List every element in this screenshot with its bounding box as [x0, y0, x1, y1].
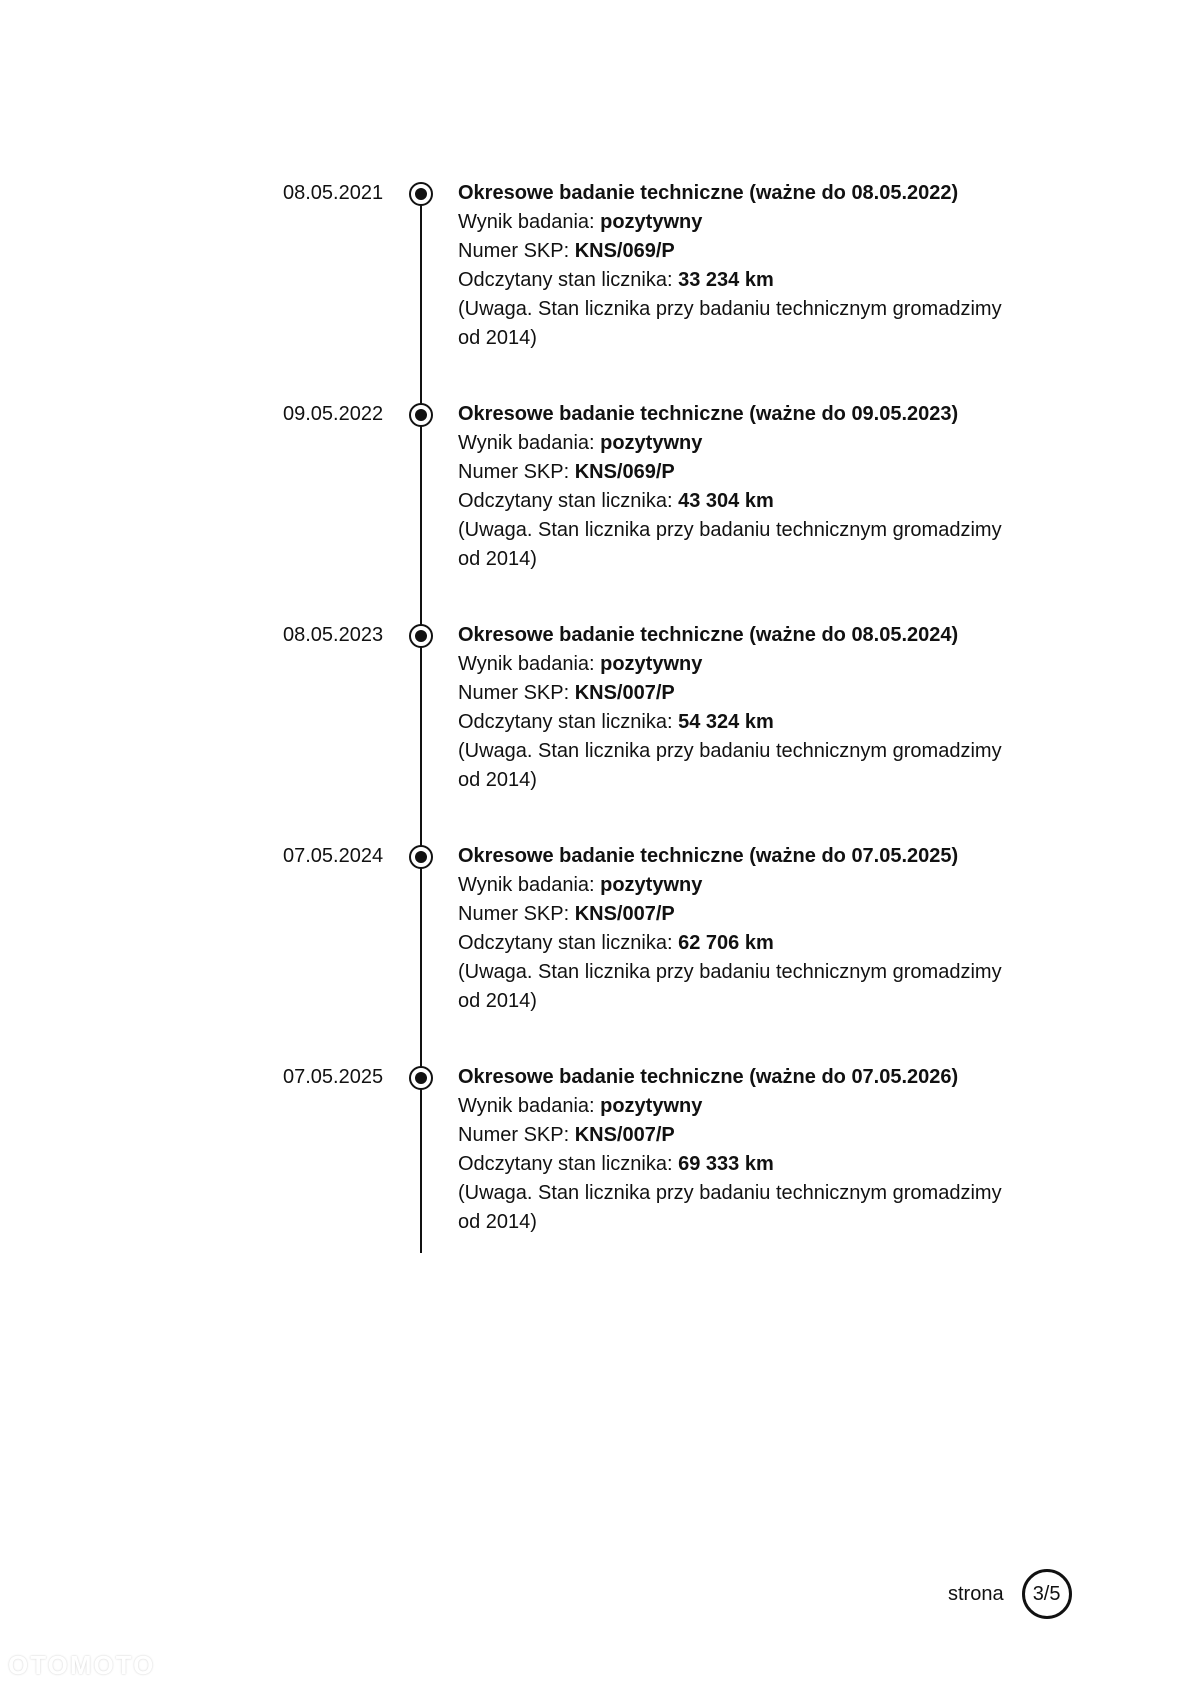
timeline-entry: [0, 621, 1190, 821]
skp-value: KNS/069/P: [574, 240, 675, 262]
timeline-marker-icon: [409, 182, 433, 206]
result-label: Wynik badania:: [458, 211, 601, 233]
skp-row: [458, 900, 1028, 929]
odometer-row: [458, 929, 1028, 958]
skp-label: Numer SKP:: [458, 903, 575, 925]
entry-body: [458, 842, 1028, 1016]
odometer-row: [458, 708, 1028, 737]
page-label: strona: [948, 1582, 1004, 1605]
odometer-value: 62 706 km: [678, 932, 774, 954]
skp-label: Numer SKP:: [458, 240, 575, 262]
odometer-note: (Uwaga. Stan licznika przy badaniu technicznym gromadzimy od 2014): [458, 519, 1002, 570]
skp-label: Numer SKP:: [458, 461, 575, 483]
entry-title: Okresowe badanie techniczne (ważne do 08.05.2022): [458, 182, 959, 204]
timeline-marker-icon: [409, 1066, 433, 1090]
odometer-label: Odczytany stan licznika:: [458, 711, 679, 733]
result-row: [458, 1092, 1028, 1121]
result-label: Wynik badania:: [458, 653, 601, 675]
skp-value: KNS/069/P: [574, 461, 675, 483]
result-label: Wynik badania:: [458, 432, 601, 454]
skp-row: [458, 679, 1028, 708]
result-value: pozytywny: [600, 874, 703, 896]
entry-title: Okresowe badanie techniczne (ważne do 08.05.2024): [458, 624, 959, 646]
skp-value: KNS/007/P: [574, 903, 675, 925]
odometer-row: [458, 487, 1028, 516]
odometer-note: (Uwaga. Stan licznika przy badaniu technicznym gromadzimy od 2014): [458, 298, 1002, 349]
timeline-entry: [0, 400, 1190, 600]
odometer-note: (Uwaga. Stan licznika przy badaniu technicznym gromadzimy od 2014): [458, 1182, 1002, 1233]
odometer-note: (Uwaga. Stan licznika przy badaniu technicznym gromadzimy od 2014): [458, 740, 1002, 791]
skp-value: KNS/007/P: [574, 682, 675, 704]
skp-row: [458, 237, 1028, 266]
result-value: pozytywny: [600, 653, 703, 675]
page-number-badge: 3/5: [1022, 1569, 1072, 1619]
entry-title: Okresowe badanie techniczne (ważne do 09.05.2023): [458, 403, 959, 425]
timeline-marker-icon: [409, 403, 433, 427]
odometer-value: 69 333 km: [678, 1153, 774, 1175]
timeline-marker-icon: [409, 845, 433, 869]
watermark-logo: OTOMOTO: [8, 1650, 156, 1680]
result-row: [458, 871, 1028, 900]
entry-body: [458, 621, 1028, 795]
entry-body: [458, 179, 1028, 353]
timeline-marker-icon: [409, 624, 433, 648]
odometer-label: Odczytany stan licznika:: [458, 1153, 679, 1175]
result-row: [458, 650, 1028, 679]
timeline-entry: [0, 179, 1190, 379]
skp-label: Numer SKP:: [458, 1124, 575, 1146]
entry-date: 08.05.2021: [283, 182, 384, 204]
entry-date: 07.05.2024: [283, 845, 384, 867]
odometer-value: 33 234 km: [678, 269, 774, 291]
odometer-note: (Uwaga. Stan licznika przy badaniu technicznym gromadzimy od 2014): [458, 961, 1002, 1012]
result-label: Wynik badania:: [458, 874, 601, 896]
skp-label: Numer SKP:: [458, 682, 575, 704]
odometer-row: [458, 266, 1028, 295]
odometer-label: Odczytany stan licznika:: [458, 490, 679, 512]
entry-date: 07.05.2025: [283, 1066, 384, 1088]
skp-value: KNS/007/P: [574, 1124, 675, 1146]
odometer-value: 43 304 km: [678, 490, 774, 512]
result-value: pozytywny: [600, 1095, 703, 1117]
entry-body: [458, 400, 1028, 574]
result-value: pozytywny: [600, 211, 703, 233]
entry-title: Okresowe badanie techniczne (ważne do 07.05.2025): [458, 845, 959, 867]
entry-title: Okresowe badanie techniczne (ważne do 07.05.2026): [458, 1066, 959, 1088]
entry-date: 09.05.2022: [283, 403, 384, 425]
odometer-label: Odczytany stan licznika:: [458, 932, 679, 954]
result-label: Wynik badania:: [458, 1095, 601, 1117]
odometer-value: 54 324 km: [678, 711, 774, 733]
result-value: pozytywny: [600, 432, 703, 454]
entry-body: [458, 1063, 1028, 1237]
odometer-row: [458, 1150, 1028, 1179]
skp-row: [458, 458, 1028, 487]
timeline-entry: [0, 842, 1190, 1042]
entry-date: 08.05.2023: [283, 624, 384, 646]
page-footer: [948, 1566, 1072, 1622]
result-row: [458, 208, 1028, 237]
timeline-entry: [0, 1063, 1190, 1263]
odometer-label: Odczytany stan licznika:: [458, 269, 679, 291]
result-row: [458, 429, 1028, 458]
skp-row: [458, 1121, 1028, 1150]
